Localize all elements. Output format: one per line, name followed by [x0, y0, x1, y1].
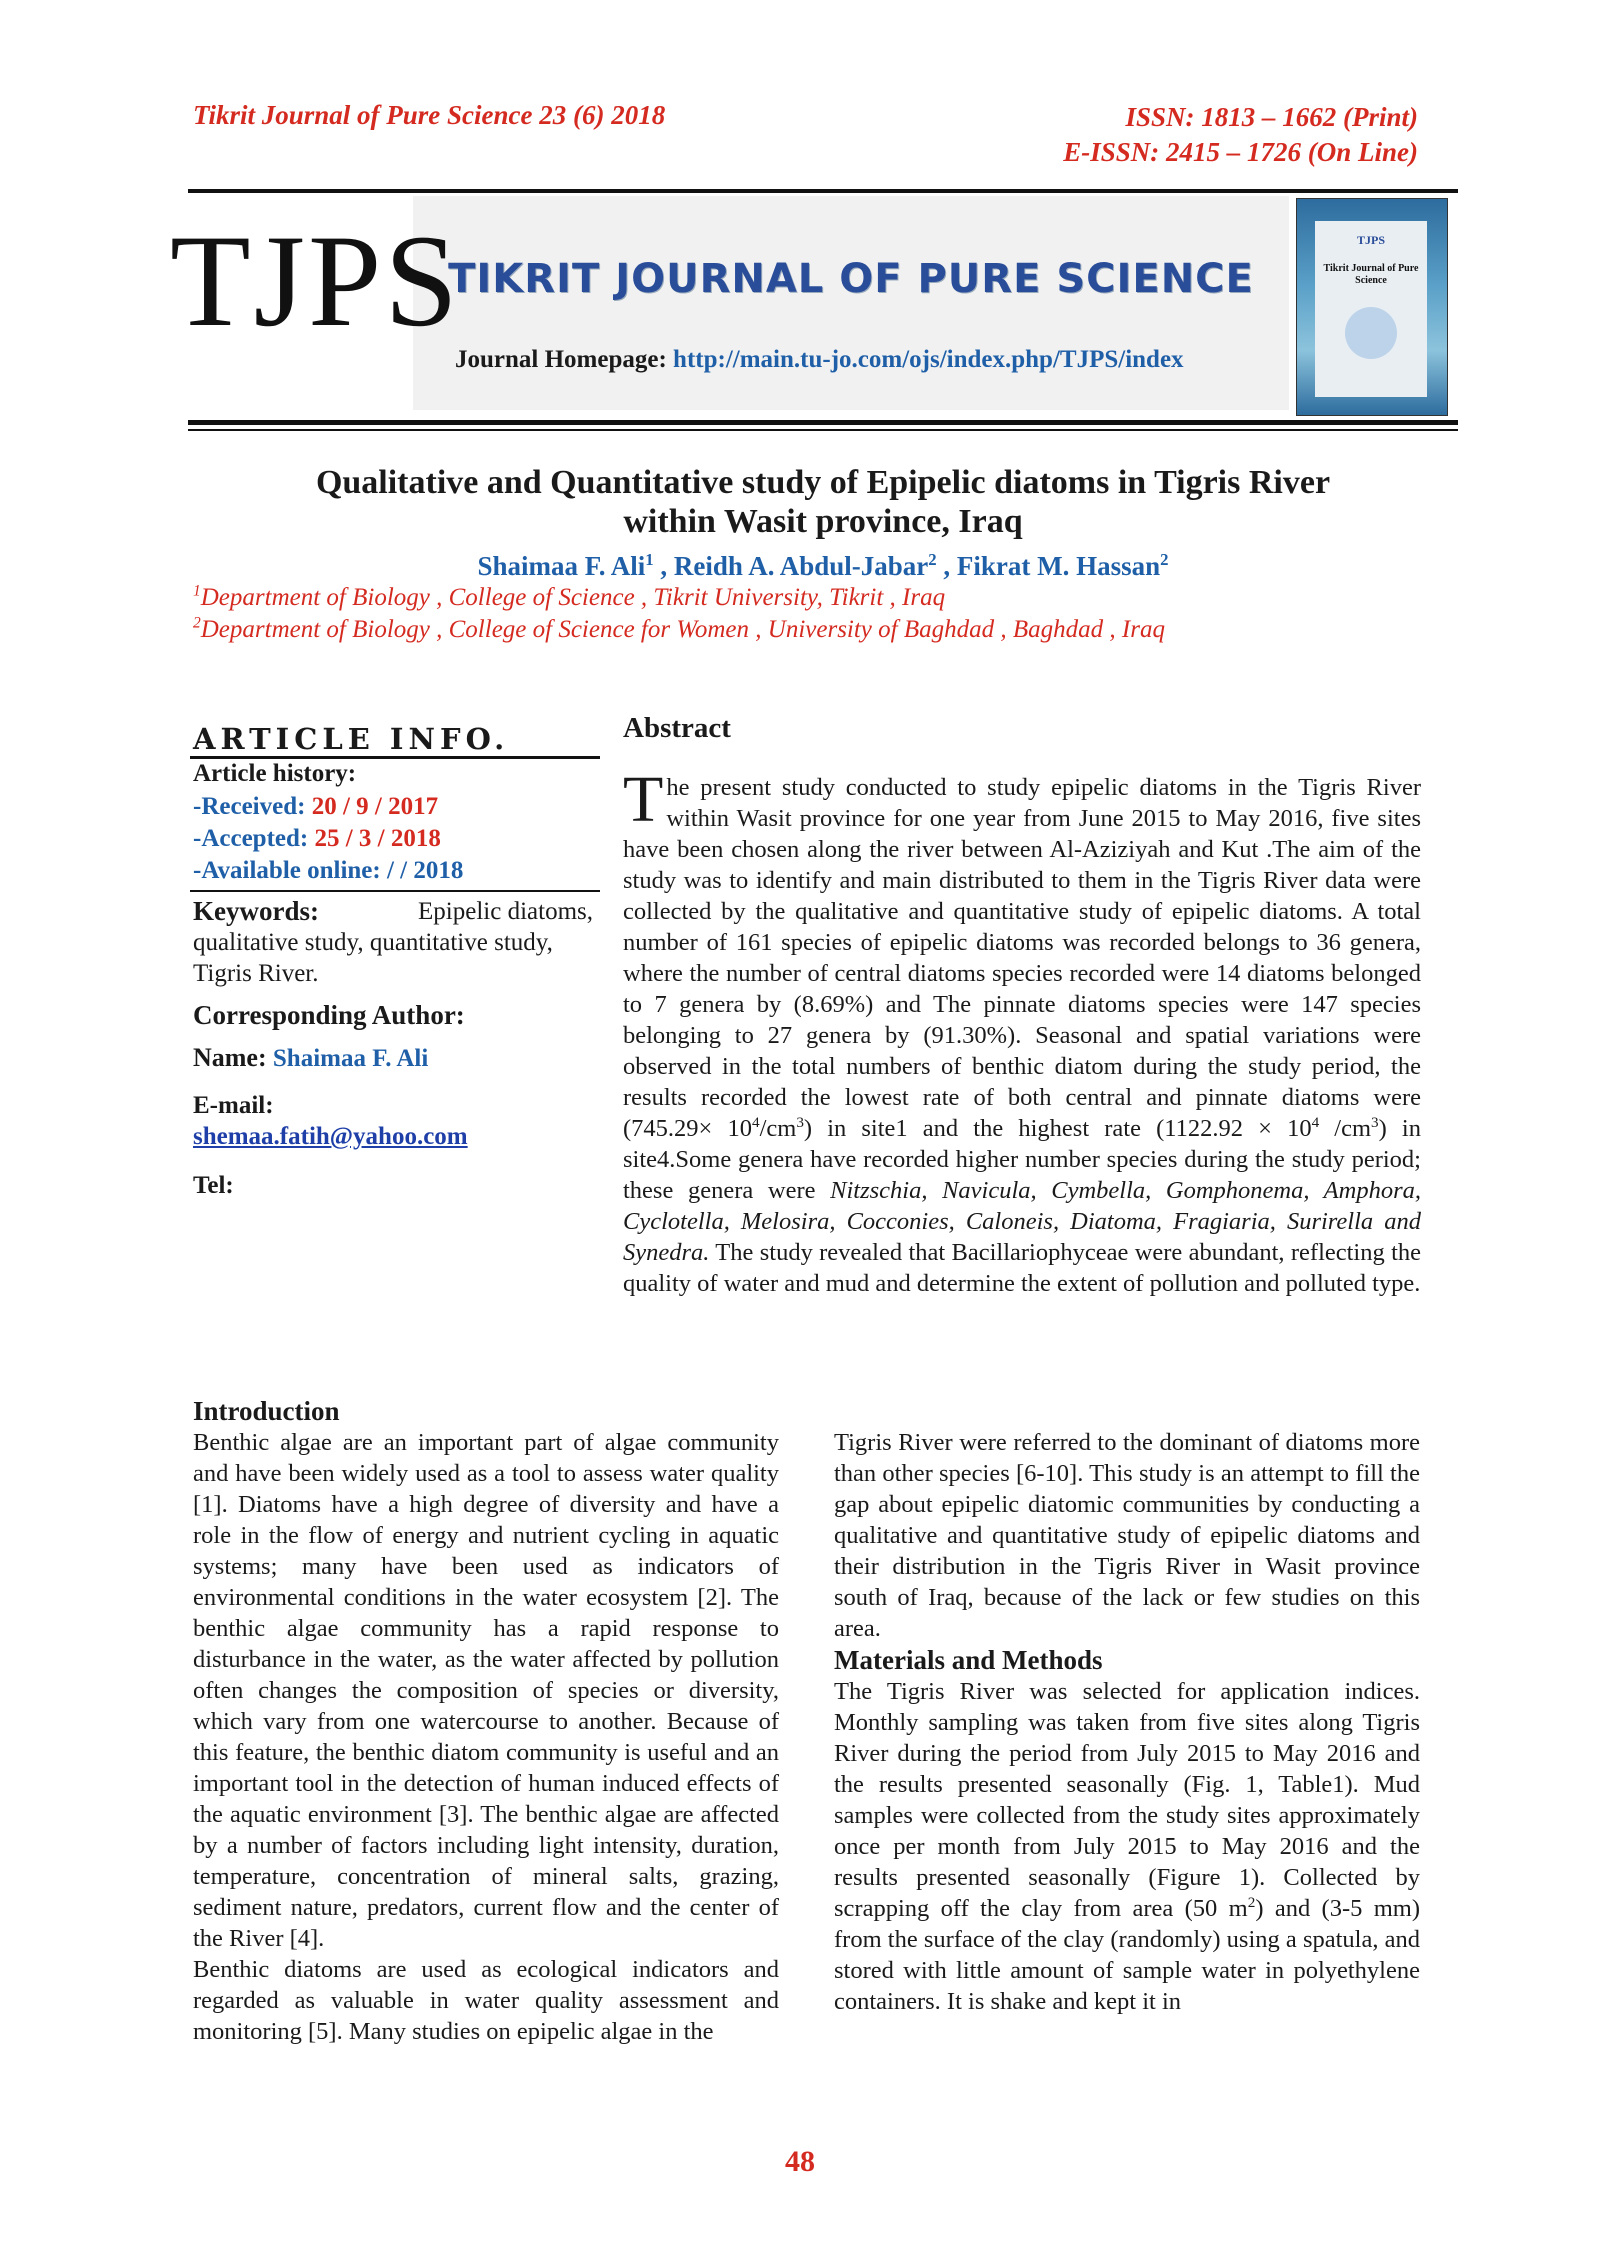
- header-rule-bottom-thin: [188, 429, 1458, 431]
- homepage-label: Journal Homepage:: [455, 346, 667, 373]
- homepage-link[interactable]: http://main.tu-jo.com/ojs/index.php/TJPS/index: [673, 346, 1184, 373]
- corresponding-label: Corresponding Author:: [193, 1000, 465, 1030]
- header-rule-top: [188, 189, 1458, 193]
- abstract-part-2: /cm: [759, 1115, 797, 1142]
- issn-print: ISSN: 1813 – 1662 (Print): [1125, 102, 1418, 132]
- introduction-paragraph-2: Benthic diatoms are used as ecological indicators and regarded as valuable in water quality assessment and monitoring [5]. Many studies on epipelic algae in the: [193, 1956, 779, 2045]
- abstract-heading: Abstract: [623, 712, 731, 744]
- accepted-label: -Accepted:: [193, 825, 309, 852]
- article-info-rule-2: [190, 890, 600, 892]
- affiliation-2: [193, 616, 1165, 644]
- page-number: 48: [785, 2145, 815, 2178]
- available-value: / / 2018: [386, 857, 464, 884]
- name-row: [193, 1043, 428, 1073]
- accepted-value: 25 / 3 / 2018: [314, 825, 441, 852]
- journal-name: TIKRIT JOURNAL OF PURE SCIENCE: [448, 256, 1254, 302]
- email-link[interactable]: shemaa.fatih@yahoo.com: [193, 1123, 468, 1150]
- keywords-line-3: Tigris River.: [193, 960, 319, 987]
- article-title: [188, 463, 1458, 541]
- introduction-continued: Tigris River were referred to the dominant of diatoms more than other species [6-10]. This study is an attempt to fill the gap about epipelic diatomic communities by conducting a qualitative and quantitative study of epipelic diatoms and their distribution in the Tigris River in Wasit province south of Iraq, because of the lack or few studies on this area.: [834, 1429, 1420, 1642]
- abstract-sup-4: 3: [1371, 1113, 1379, 1131]
- keywords-line-1: Epipelic diatoms,: [418, 898, 593, 925]
- header-rule-bottom: [188, 420, 1458, 425]
- author-3-sup: 2: [1160, 550, 1169, 569]
- keywords-block: [193, 896, 593, 989]
- affiliation-1: [193, 584, 945, 612]
- methods-paragraph: [834, 1676, 1420, 2017]
- available-label: -Available online:: [193, 857, 381, 884]
- author-2: Reidh A. Abdul-Jabar: [673, 551, 929, 581]
- aff1-text: Department of Biology , College of Science , Tikrit University, Tikrit , Iraq: [200, 584, 946, 611]
- abstract-part-3: ) in site1 and the highest rate (1122.92 × 10: [803, 1115, 1312, 1142]
- journal-homepage: [455, 346, 1184, 374]
- name-label: Name:: [193, 1043, 267, 1072]
- introduction-paragraph-1: Benthic algae are an important part of algae community and have been widely used as a tool to assess water quality [1]. Diatoms have a high degree of diversity and have a role in the flow of energy and nutrient cycling in aquatic systems; many have been used as indicators of environmental conditions in the water ecosystem [2]. The benthic algae community has a rapid response to disturbance in the water, as the water affected by pollution often changes the composition of species or diversity, which vary from one watercourse to another. Because of this feature, the benthic diatom community is useful and an important tool in the detection of human induced effects of the aquatic environment [3]. The benthic algae are affected by a number of factors including light intensity, duration, temperature, concentration of mineral salts, grazing, sediment nature, predators, current flow and the center of the River [4].: [193, 1429, 779, 1952]
- abstract-part-4: /cm: [1319, 1115, 1372, 1142]
- journal-issue: Tikrit Journal of Pure Science 23 (6) 2018: [193, 100, 666, 130]
- abstract-part-6: The study revealed that Bacillariophyceae were abundant, reflecting the quality of water and mud and determine the extent of pollution and polluted type.: [623, 1239, 1421, 1297]
- keywords-label: Keywords:: [193, 896, 319, 926]
- abstract-sup-1: 4: [751, 1113, 760, 1131]
- abstract-part-1: he present study conducted to study epipelic diatoms in the Tigris River within Wasit province for one year from June 2015 to May 2016, five sites have been chosen along the river between Al-Aziziyah and Kut .The aim of the study was to identify and main distributed to them in the Tigris River data were collected by the qualitative and quantitative study of epipelic diatoms. A total number of 161 species of epipelic diatoms was recorded belongs to 36 genera, where the number of central diatoms species recorded were 14 diatoms belonged to 7 genera by (8.69%) and The pinnate diatoms species were 147 species belonging to 27 genera by (91.30%). Seasonal and spatial variations were observed in the total numbers of benthic diatom during the study period, the results recorded the lowest rate of both central and pinnate diatoms were (745.29× 10: [623, 774, 1421, 1142]
- banner-background: [413, 196, 1289, 410]
- tel-label: Tel:: [193, 1172, 234, 1199]
- title-line-1: Qualitative and Quantitative study of Epipelic diatoms in Tigris River: [315, 464, 1331, 501]
- abstract-sup-2: 3: [796, 1113, 804, 1131]
- abstract-text: [623, 763, 1421, 1299]
- available-row: [193, 857, 463, 885]
- received-value: 20 / 9 / 2017: [311, 793, 439, 820]
- abstract-genera: Nitzschia, Navicula, Cymbella, Gomphonema, Amphora, Cyclotella, Melosira, Cocconies, Caloneis, Diatoma, Fragiaria, Surirella and Synedra.: [623, 1177, 1421, 1266]
- author-1-sup: 1: [645, 550, 654, 569]
- abstract-dropcap: T: [623, 763, 664, 836]
- accepted-row: [193, 825, 441, 853]
- author-1: Shaimaa F. Ali: [477, 551, 646, 581]
- authors: Shaimaa F. Ali$^1$ , Reidh A. Abdul-Jabar$^2$ , Fikrat M. Hassan$^2$: [477, 550, 1169, 581]
- body-right-column: [834, 1427, 1420, 2017]
- article-info-heading: ARTICLE INFO.: [193, 722, 510, 756]
- article-info-rule-1: [190, 756, 600, 759]
- cover-abbrev: TJPS: [1356, 233, 1385, 247]
- history-label: Article history:: [193, 760, 357, 787]
- issn-block: [1000, 100, 1418, 170]
- cover-seal-icon: [1345, 307, 1397, 359]
- received-label: -Received:: [193, 793, 306, 820]
- abstract-part-5: ) in site4.Some genera have recorded higher number species during the study period; these genera were: [623, 1115, 1421, 1204]
- received-row: [193, 793, 438, 821]
- journal-cover-image: [1296, 198, 1448, 416]
- methods-part-2: ) and (3-5 mm) from the surface of the clay (randomly) using a spatula, and stored with little amount of sample water in polyethylene containers. It is shake and kept it in: [834, 1895, 1420, 2015]
- title-line-2: within Wasit province, Iraq: [623, 503, 1023, 540]
- name-value: Shaimaa F. Ali: [272, 1045, 429, 1072]
- aff1-sup: 1: [193, 582, 201, 600]
- methods-heading: Materials and Methods: [834, 1645, 1103, 1675]
- tjps-logo: TJPS: [170, 207, 461, 354]
- body-left-column: [193, 1395, 779, 2047]
- abstract-sup-3: 4: [1311, 1113, 1320, 1131]
- author-2-sup: 2: [928, 550, 937, 569]
- aff2-text: Department of Biology , College of Science for Women , University of Baghdad , Baghdad , Iraq: [200, 616, 1165, 643]
- author-3: Fikrat M. Hassan: [956, 551, 1161, 581]
- introduction-heading: Introduction: [193, 1396, 340, 1426]
- keywords-line-2: qualitative study, quantitative study,: [193, 929, 553, 956]
- email-label: E-mail:: [193, 1092, 274, 1119]
- methods-part-1: The Tigris River was selected for application indices. Monthly sampling was taken from five sites along Tigris River during the period from July 2015 to May 2016 and the results presented seasonally (Fig. 1, Table1). Mud samples were collected from the study sites approximately once per month from July 2015 to May 2016 and the results presented seasonally (Figure 1). Collected by scrapping off the clay from area (50 m: [834, 1678, 1420, 1922]
- methods-sup: 2: [1247, 1893, 1256, 1911]
- aff2-sup: 2: [193, 614, 201, 632]
- issn-online: E-ISSN: 2415 – 1726 (On Line): [1063, 137, 1418, 167]
- cover-title: Tikrit Journal of Pure Science: [1323, 263, 1419, 286]
